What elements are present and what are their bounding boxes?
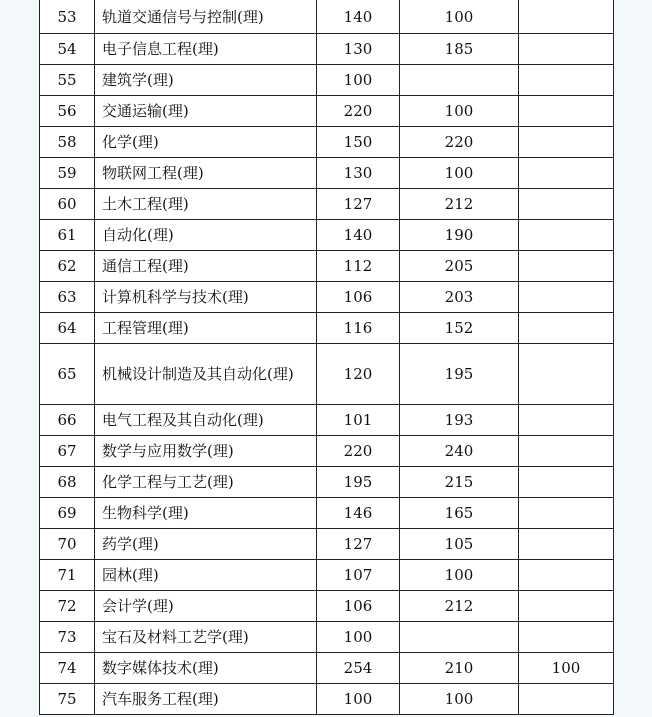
value-col-3 <box>519 189 614 220</box>
value-col-2: 100 <box>400 0 519 34</box>
table-row <box>40 34 614 65</box>
value-col-1: 100 <box>317 684 400 715</box>
value-col-1: 150 <box>317 127 400 158</box>
value-col-3 <box>519 529 614 560</box>
admission-score-table <box>39 0 614 715</box>
row-number: 61 <box>40 220 95 251</box>
value-col-3 <box>519 467 614 498</box>
table-row <box>40 96 614 127</box>
value-col-1: 220 <box>317 436 400 467</box>
table-row <box>40 498 614 529</box>
value-col-1: 130 <box>317 158 400 189</box>
major-name: 工程管理(理) <box>95 313 317 344</box>
value-col-3: 100 <box>519 653 614 684</box>
major-name: 化学(理) <box>95 127 317 158</box>
row-number: 64 <box>40 313 95 344</box>
table-row <box>40 0 614 34</box>
table-row <box>40 282 614 313</box>
table-row <box>40 220 614 251</box>
value-col-3 <box>519 127 614 158</box>
major-name: 交通运输(理) <box>95 96 317 127</box>
value-col-1: 146 <box>317 498 400 529</box>
value-col-3 <box>519 251 614 282</box>
row-number: 56 <box>40 96 95 127</box>
row-number: 62 <box>40 251 95 282</box>
major-name: 自动化(理) <box>95 220 317 251</box>
major-name: 电子信息工程(理) <box>95 34 317 65</box>
value-col-2: 203 <box>400 282 519 313</box>
row-number: 72 <box>40 591 95 622</box>
value-col-1: 106 <box>317 591 400 622</box>
major-name: 会计学(理) <box>95 591 317 622</box>
value-col-3 <box>519 0 614 34</box>
table-body <box>40 0 614 715</box>
table-row <box>40 251 614 282</box>
major-name: 通信工程(理) <box>95 251 317 282</box>
value-col-2: 215 <box>400 467 519 498</box>
value-col-2: 190 <box>400 220 519 251</box>
row-number: 68 <box>40 467 95 498</box>
value-col-1: 106 <box>317 282 400 313</box>
row-number: 73 <box>40 622 95 653</box>
row-number: 58 <box>40 127 95 158</box>
value-col-3 <box>519 405 614 436</box>
table-row <box>40 467 614 498</box>
row-number: 60 <box>40 189 95 220</box>
table-row <box>40 560 614 591</box>
value-col-1: 120 <box>317 344 400 405</box>
major-name: 汽车服务工程(理) <box>95 684 317 715</box>
value-col-2: 195 <box>400 344 519 405</box>
value-col-1: 254 <box>317 653 400 684</box>
major-name: 药学(理) <box>95 529 317 560</box>
value-col-1: 195 <box>317 467 400 498</box>
value-col-3 <box>519 220 614 251</box>
row-number: 66 <box>40 405 95 436</box>
major-name: 轨道交通信号与控制(理) <box>95 0 317 34</box>
value-col-1: 127 <box>317 189 400 220</box>
table-row <box>40 622 614 653</box>
table-row <box>40 653 614 684</box>
table-row <box>40 529 614 560</box>
major-name: 电气工程及其自动化(理) <box>95 405 317 436</box>
value-col-2: 212 <box>400 591 519 622</box>
table-row <box>40 436 614 467</box>
row-number: 54 <box>40 34 95 65</box>
value-col-3 <box>519 65 614 96</box>
row-number: 75 <box>40 684 95 715</box>
row-number: 59 <box>40 158 95 189</box>
table-row <box>40 344 614 405</box>
table-row <box>40 158 614 189</box>
value-col-1: 100 <box>317 622 400 653</box>
major-name: 机械设计制造及其自动化(理) <box>95 344 317 405</box>
value-col-3 <box>519 684 614 715</box>
value-col-3 <box>519 622 614 653</box>
value-col-1: 220 <box>317 96 400 127</box>
table-row <box>40 591 614 622</box>
value-col-2: 220 <box>400 127 519 158</box>
value-col-3 <box>519 436 614 467</box>
value-col-2: 100 <box>400 158 519 189</box>
value-col-2: 100 <box>400 96 519 127</box>
value-col-2: 185 <box>400 34 519 65</box>
table-row <box>40 684 614 715</box>
value-col-2: 105 <box>400 529 519 560</box>
row-number: 67 <box>40 436 95 467</box>
value-col-2: 100 <box>400 684 519 715</box>
table-row <box>40 65 614 96</box>
value-col-1: 140 <box>317 220 400 251</box>
major-name: 数字媒体技术(理) <box>95 653 317 684</box>
major-name: 物联网工程(理) <box>95 158 317 189</box>
value-col-3 <box>519 158 614 189</box>
row-number: 71 <box>40 560 95 591</box>
major-name: 计算机科学与技术(理) <box>95 282 317 313</box>
value-col-2: 100 <box>400 560 519 591</box>
value-col-3 <box>519 498 614 529</box>
value-col-2: 165 <box>400 498 519 529</box>
value-col-2: 193 <box>400 405 519 436</box>
row-number: 55 <box>40 65 95 96</box>
value-col-3 <box>519 591 614 622</box>
value-col-1: 107 <box>317 560 400 591</box>
value-col-3 <box>519 313 614 344</box>
value-col-3 <box>519 560 614 591</box>
table-row <box>40 405 614 436</box>
value-col-3 <box>519 34 614 65</box>
value-col-1: 116 <box>317 313 400 344</box>
value-col-1: 112 <box>317 251 400 282</box>
row-number: 65 <box>40 344 95 405</box>
row-number: 69 <box>40 498 95 529</box>
value-col-3 <box>519 96 614 127</box>
value-col-1: 127 <box>317 529 400 560</box>
row-number: 74 <box>40 653 95 684</box>
value-col-1: 100 <box>317 65 400 96</box>
major-name: 建筑学(理) <box>95 65 317 96</box>
major-name: 数学与应用数学(理) <box>95 436 317 467</box>
major-name: 生物科学(理) <box>95 498 317 529</box>
row-number: 70 <box>40 529 95 560</box>
value-col-2: 240 <box>400 436 519 467</box>
value-col-1: 130 <box>317 34 400 65</box>
table-row <box>40 127 614 158</box>
value-col-1: 140 <box>317 0 400 34</box>
major-name: 园林(理) <box>95 560 317 591</box>
major-name: 宝石及材料工艺学(理) <box>95 622 317 653</box>
value-col-2: 205 <box>400 251 519 282</box>
value-col-2: 210 <box>400 653 519 684</box>
value-col-2: 152 <box>400 313 519 344</box>
value-col-2 <box>400 65 519 96</box>
table-row <box>40 189 614 220</box>
value-col-3 <box>519 344 614 405</box>
value-col-2: 212 <box>400 189 519 220</box>
major-name: 化学工程与工艺(理) <box>95 467 317 498</box>
row-number: 63 <box>40 282 95 313</box>
value-col-2 <box>400 622 519 653</box>
value-col-3 <box>519 282 614 313</box>
table-row <box>40 313 614 344</box>
major-name: 土木工程(理) <box>95 189 317 220</box>
value-col-1: 101 <box>317 405 400 436</box>
row-number: 53 <box>40 0 95 34</box>
